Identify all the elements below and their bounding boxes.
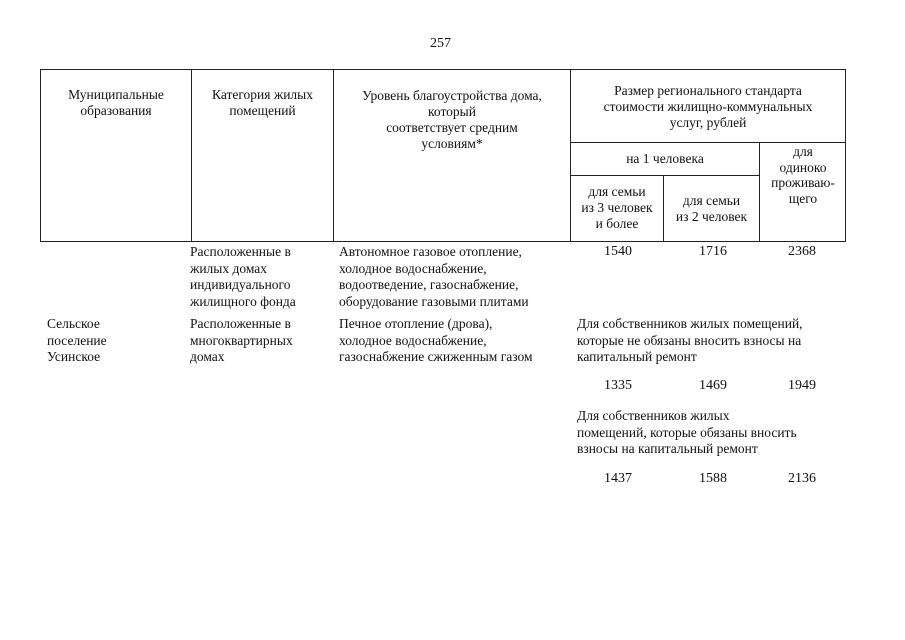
row2-value1-family2: 1469 bbox=[699, 378, 727, 393]
header-family-2: для семьи из 2 человек bbox=[675, 193, 748, 224]
header-standard-size: Размер регионального стандарта стоимости жилищно-коммунальных услуг, рублей bbox=[603, 83, 813, 130]
divider bbox=[333, 69, 334, 242]
row1-category: Расположенные в жилых домах индивидуального жилищного фонда bbox=[190, 244, 296, 309]
header-per-person: на 1 человека bbox=[626, 151, 704, 166]
header-comfort-level: Уровень благоустройства дома, который соответствует средним условиям* bbox=[362, 88, 542, 151]
row2-note-capital-repair: Для собственников жилых помещений, которые обязаны вносить взносы на капитальный ремонт bbox=[577, 408, 797, 456]
divider bbox=[191, 69, 192, 242]
row1-comfort-level: Автономное газовое отопление, холодное водоснабжение, водоотведение, газоснабжение, оборудование газовыми плитами bbox=[339, 244, 529, 309]
page-number: 257 bbox=[430, 36, 451, 51]
row2-value1-family3: 1335 bbox=[604, 378, 632, 393]
divider bbox=[570, 175, 759, 176]
row2-municipal: Сельское поселение Усинское bbox=[47, 316, 107, 364]
header-municipal: Муниципальные образования bbox=[68, 87, 164, 118]
row2-value1-single: 1949 bbox=[788, 378, 816, 393]
row2-category: Расположенные в многоквартирных домах bbox=[190, 316, 293, 364]
row1-value-family3: 1540 bbox=[604, 244, 632, 259]
header-family-3: для семьи из 3 человек и более bbox=[581, 184, 653, 231]
row1-value-single: 2368 bbox=[788, 244, 816, 259]
divider bbox=[570, 142, 846, 143]
row2-note-no-capital-repair: Для собственников жилых помещений, которые не обязаны вносить взносы на капитальный ремонт bbox=[577, 316, 803, 364]
header-single-resident: для одиноко проживаю- щего bbox=[771, 144, 835, 206]
header-category: Категория жилых помещений bbox=[212, 87, 313, 118]
row1-value-family2: 1716 bbox=[699, 244, 727, 259]
row2-value2-family2: 1588 bbox=[699, 471, 727, 486]
row2-value2-family3: 1437 bbox=[604, 471, 632, 486]
row2-value2-single: 2136 bbox=[788, 471, 816, 486]
row2-comfort-level: Печное отопление (дрова), холодное водоснабжение, газоснабжение сжиженным газом bbox=[339, 316, 533, 364]
